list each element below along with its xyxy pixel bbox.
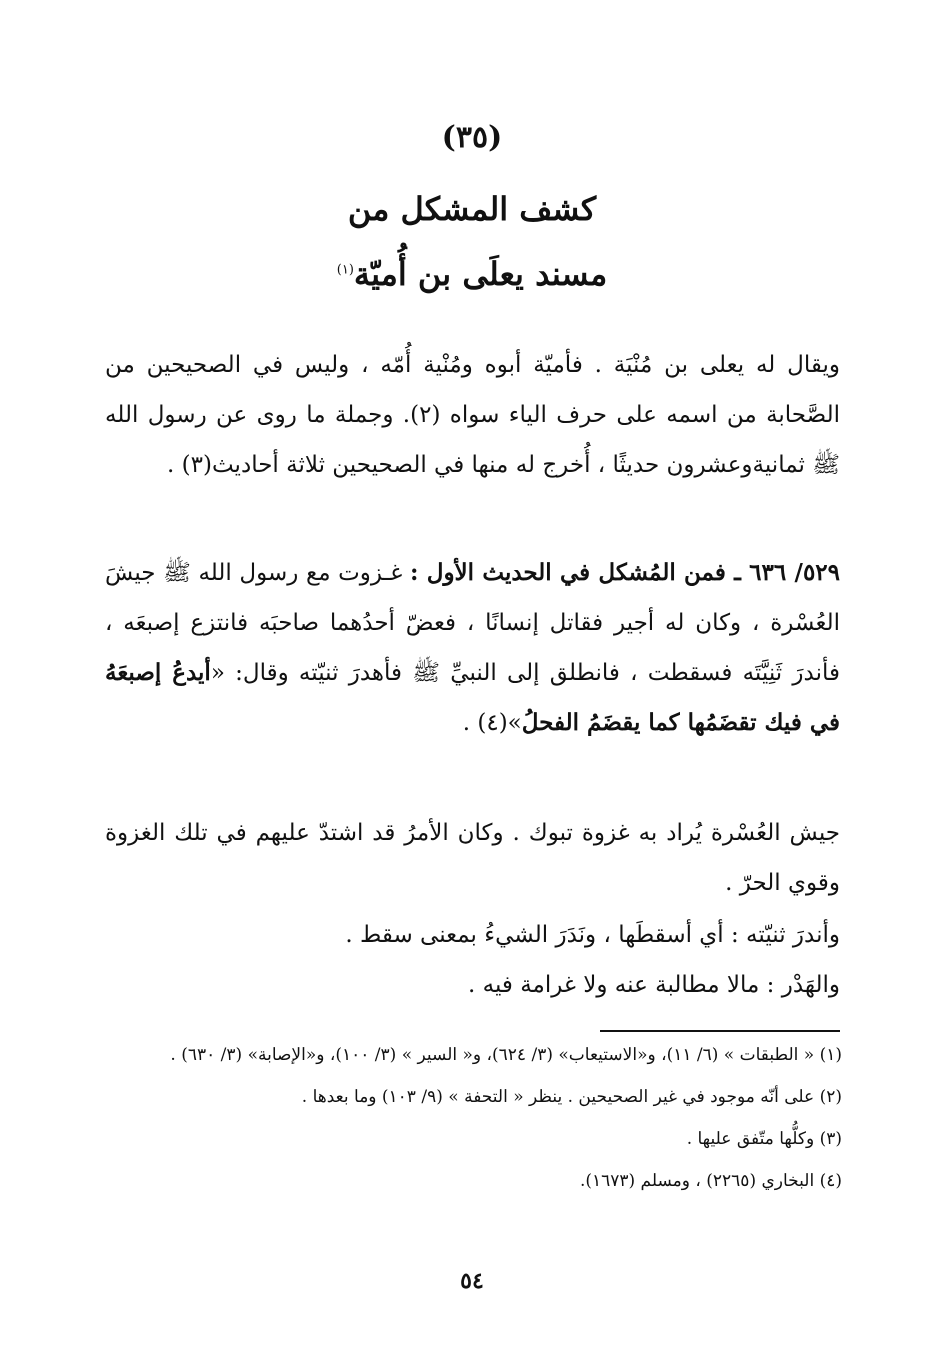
hadith-end: »(٤) . [462,710,522,736]
hadith-paragraph [105,548,840,748]
footnotes [100,1040,842,1208]
footnote-divider [600,1030,840,1032]
hadith-text: غـزوت مع رسول الله ﷺ جيشَ العُسْرة ، وكان له أجير فقاتل إنسانًا ، فعضّ أحدُهما صاحبَه فانتزع إصبعَه ، فأندرَ ثَنِيَّتَه فسقطت ، فانطلق إلى النبيِّ ﷺ فأهدرَ ثنيّته وقال: « [105,560,840,686]
explanation-paragraph: جيش العُسْرة يُراد به غزوة تبوك . وكان الأمرُ قد اشتدّ عليهم في تلك الغزوة وقوي الحرّ . [105,820,840,896]
chapter-title: كشف المشكل من [347,190,597,228]
explanation-hadar: والهَدْر : مالا مطالبة عنه ولا غرامة فيه . [468,972,840,998]
chapter-subtitle [0,255,944,293]
hadith-quote: أيدعُ إصبعَهُ في فيك تقضَمُها كما يقضَمُ الفحلُ [105,659,840,736]
hadith-heading: ٥٢٩/ ٦٣٦ ـ فمن المُشكل في الحديث الأول : [409,559,840,586]
chapter-number: (٣٥) [441,120,503,155]
page-number: ٥٤ [460,1268,484,1294]
footnote-1: (١) « الطبقات » (٦/ ١١)، و«الاستيعاب» (٣/ ٦٢٤)، و« السير » (٣/ ١٠٠)، و«الإصابة» (٣/ ٦٣٠) . [170,1045,842,1065]
footnote-3: (٣) وكلُّها متّفق عليها . [686,1129,842,1149]
footnote-ref: (١) [336,262,354,278]
subtitle-text: مسند يعلَى بن أُميّة [353,255,608,293]
footnote-4: (٤) البخاري (٢٢٦٥) ، ومسلم (١٦٧٣). [579,1171,842,1191]
intro-paragraph: ويقال له يعلى بن مُنْيَة . فأميّة أبوه ومُنْية أُمّه ، وليس في الصحيحين من الصَّحابة من اسمه على حرف الياء سواه (٢). وجملة ما روى عن رسول الله ﷺ ثمانيةوعشرون حديثًا ، أُخرج له منها في الصحيحين ثلاثة أحاديث(٣) . [105,352,840,478]
explanation-andara: وأندرَ ثنيّته : أي أسقطَها ، ونَدَرَ الشيءُ بمعنى سقط . [345,922,840,948]
footnote-2: (٢) على أنّه موجود في غير الصحيحين . ينظر « التحفة » (٩/ ١٠٣) وما بعدها . [301,1087,842,1107]
